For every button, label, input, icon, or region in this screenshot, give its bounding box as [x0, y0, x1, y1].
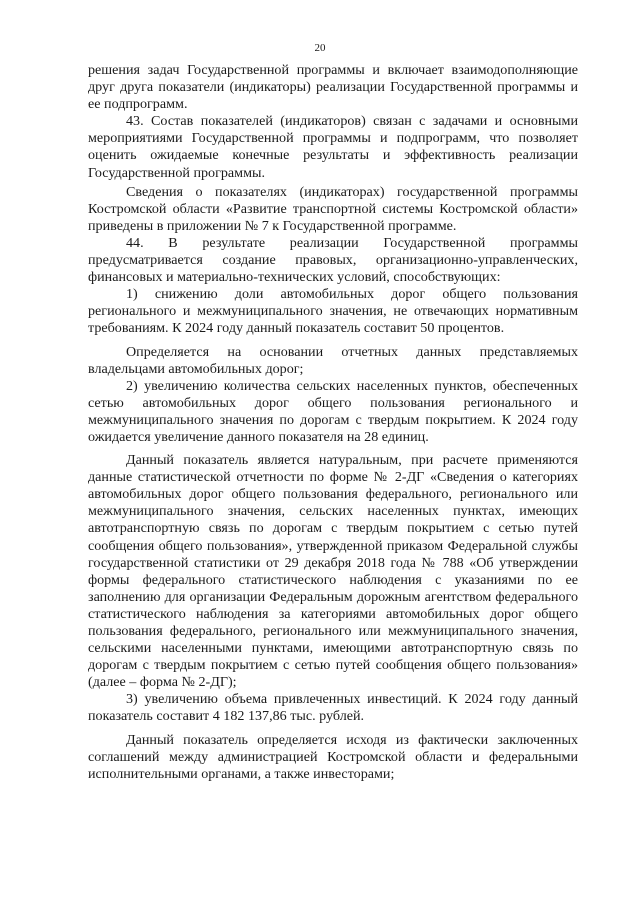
paragraph-44: 44. В результате реализации Государственной программы предусматривается создание правовых, организационно-управленческих, финансовых и материально-технических условий, способствующих: [88, 234, 578, 286]
paragraph-natural-indicator: Данный показатель является натуральным, при расчете применяются данные статистической отчетности по форме № 2-ДГ «Сведения о категориях автомобильных дорог общего пользования федерального, регионального или межмуниципального значения, сельских населенных пунктах, имеющих автотранспортную связь по дорогам с твердым покрытием с сетью путей сообщения общего пользования», утвержденной приказом Федеральной службы государственной статистики от 29 декабря 2018 года № 788 «Об утверждении формы федерального статистического наблюдения с указаниями по ее заполнению для организации Федеральным дорожным агентством федерального статистического наблюдения за категориями автомобильных дорог общего пользования федерального, регионального или межмуниципального значения, сельскими населенными пунктами, имеющими автотранспортную связь по дорогам с твердым покрытием с сетью путей сообщения общего пользования» (далее – форма № 2-ДГ); [88, 452, 578, 691]
paragraph-43: 43. Состав показателей (индикаторов) связан с задачами и основными мероприятиями Государственной программы и подпрограмм, что позволяет оценить ожидаемые конечные результаты и эффективность реализации Государственной программы. [88, 113, 578, 181]
paragraph-continuation: решения задач Государственной программы и включает взаимодополняющие друг друга показатели (индикаторы) реализации Государственной программы и ее подпрограмм. [88, 62, 578, 113]
paragraph-indicators-info: Сведения о показателях (индикаторах) государственной программы Костромской области «Развитие транспортной системы Костромской области» приведены в приложении № 7 к Государственной программе. [88, 183, 578, 234]
paragraph-determination-3: Данный показатель определяется исходя из фактически заключенных соглашений между администрацией Костромской области и федеральными исполнительными органами, а также инвесторами; [88, 731, 578, 782]
document-body [88, 62, 578, 783]
list-item-2: 2) увеличению количества сельских населенных пунктов, обеспеченных сетью автомобильных дорог общего пользования регионального и межмуниципального значения по дорогам с твердым покрытием. К 2024 году ожидается увеличение данного показателя на 28 единиц. [88, 377, 578, 445]
page-number: 20 [314, 42, 326, 54]
list-item-3: 3) увеличению объема привлеченных инвестиций. К 2024 году данный показатель составит 4 182 137,86 тыс. рублей. [88, 691, 578, 725]
paragraph-determination-1: Определяется на основании отчетных данных представляемых владельцами автомобильных дорог; [88, 343, 578, 377]
list-item-1: 1) снижению доли автомобильных дорог общего пользования регионального и межмуниципального значения, не отвечающих нормативным требованиям. К 2024 году данный показатель составит 50 процентов. [88, 286, 578, 337]
